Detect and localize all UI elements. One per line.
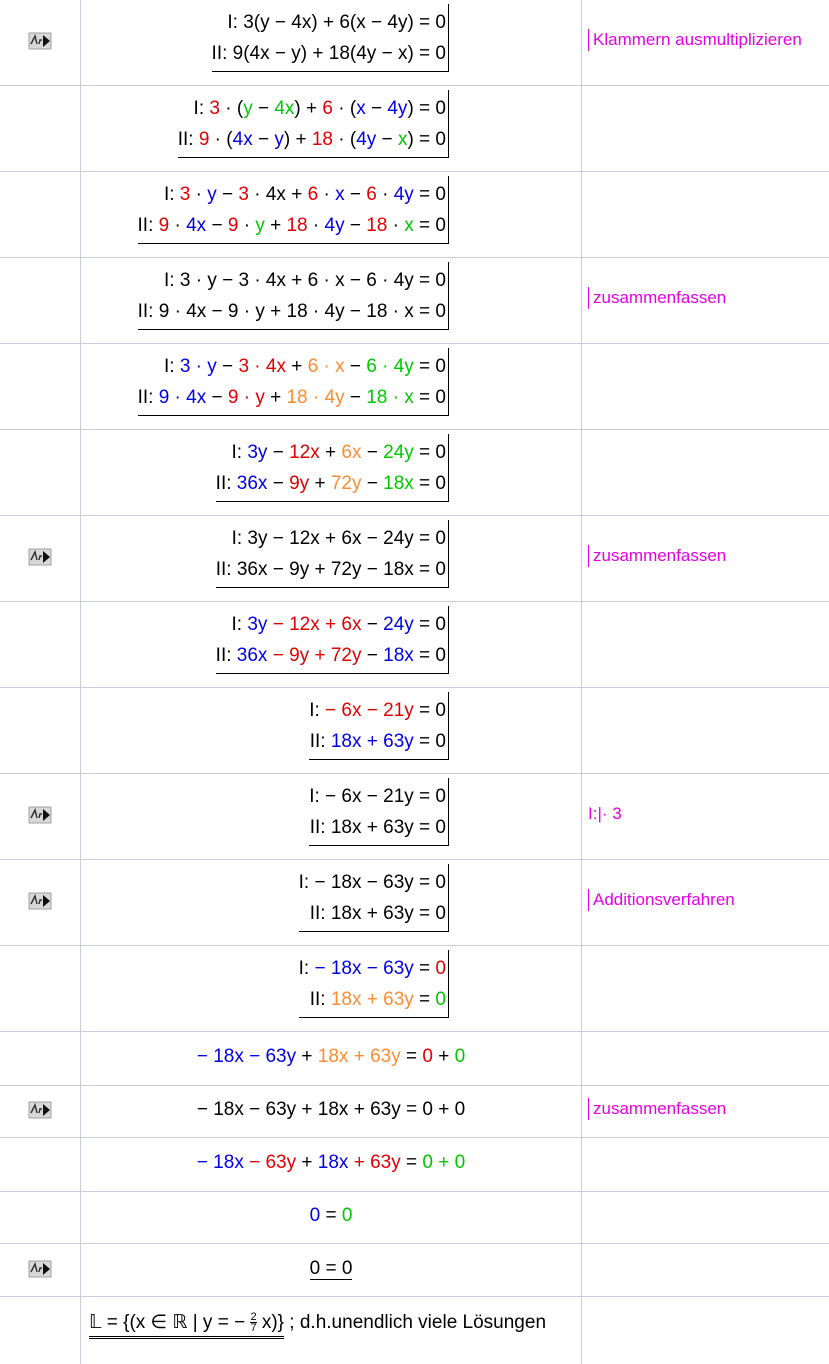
math-term: 12x xyxy=(289,614,320,635)
math-term: − xyxy=(344,184,367,205)
evaluate-icon[interactable] xyxy=(28,547,52,567)
math-term: · xyxy=(376,184,394,205)
math-term: 18x + 63y xyxy=(317,1046,401,1067)
worksheet-row-result xyxy=(0,1297,829,1364)
math-term: 4x xyxy=(186,215,207,236)
math-term: x xyxy=(335,184,345,205)
math-term: 6x xyxy=(341,614,362,635)
math-term: I: xyxy=(231,442,248,463)
math-term: 36x xyxy=(236,473,268,494)
worksheet-row xyxy=(0,258,829,344)
icon-cell xyxy=(0,1032,80,1085)
math-term: ) = 0 xyxy=(407,129,446,150)
math-term: II: xyxy=(137,215,159,236)
equation-line-2 xyxy=(216,554,446,585)
math-term: y xyxy=(274,129,284,150)
icon-cell xyxy=(0,688,80,773)
math-term: · xyxy=(238,215,256,236)
math-term: 6 xyxy=(366,184,377,205)
math-term: − xyxy=(344,215,367,236)
icon-cell xyxy=(0,602,80,687)
math-term: 24y xyxy=(383,614,414,635)
worksheet-row xyxy=(0,0,829,86)
solution-note: ; d.h.unendlich viele Lösungen xyxy=(284,1312,547,1333)
equation-single xyxy=(81,1046,581,1068)
math-term: 63y xyxy=(265,1152,297,1173)
equation-line-2 xyxy=(216,640,446,671)
math-term: − xyxy=(267,442,290,463)
math-term: 18 xyxy=(286,215,308,236)
math-term: I: xyxy=(193,98,210,119)
icon-cell xyxy=(0,1244,80,1296)
math-term: 18x + 63y xyxy=(330,731,414,752)
math-term: 18x xyxy=(317,1152,349,1173)
math-term: − xyxy=(267,614,290,635)
math-term: = 0 xyxy=(413,731,446,752)
evaluate-icon[interactable] xyxy=(28,1259,52,1279)
solution-set-end: x)} xyxy=(256,1312,285,1333)
math-term: − xyxy=(361,614,384,635)
comment-cell xyxy=(582,1297,829,1364)
math-term: + xyxy=(309,473,331,494)
math-term: − xyxy=(206,387,228,408)
equation-system xyxy=(138,348,449,416)
math-term: ) + xyxy=(294,98,323,119)
math-term: II: xyxy=(309,989,331,1010)
math-term: 6 xyxy=(322,98,333,119)
worksheet-row xyxy=(0,86,829,172)
math-term: − xyxy=(361,442,384,463)
math-term: − xyxy=(344,387,367,408)
equation-system xyxy=(309,778,449,846)
math-term: 9 xyxy=(158,215,170,236)
math-term: · ( xyxy=(209,129,233,150)
math-term: y xyxy=(255,215,265,236)
comment-cell xyxy=(582,1032,829,1085)
equation-line-1 xyxy=(216,523,446,554)
comment-cell xyxy=(582,1192,829,1243)
math-term: = 0 xyxy=(413,645,446,666)
math-term: I: − 6x − 21y = 0 xyxy=(309,786,446,807)
math-term: − xyxy=(361,473,384,494)
math-term: − 6x − 21y xyxy=(325,700,414,721)
equation-system xyxy=(178,90,449,158)
math-term: 4y xyxy=(324,215,345,236)
math-term: = 0 xyxy=(413,442,446,463)
math-term: − 18x − 63y xyxy=(196,1046,297,1067)
equation-line-1 xyxy=(212,7,446,38)
math-term: 0 xyxy=(341,1205,353,1226)
math-cell xyxy=(81,602,581,687)
step-comment: zusammenfassen xyxy=(588,1098,726,1120)
math-cell xyxy=(81,430,581,515)
evaluate-icon[interactable] xyxy=(28,891,52,911)
math-cell xyxy=(81,1244,581,1296)
math-term: 0 = 0 xyxy=(309,1257,353,1279)
comment-cell xyxy=(582,774,829,859)
math-term: I: 3(y − 4x) + 6(x − 4y) = 0 xyxy=(227,12,446,33)
step-comment: zusammenfassen xyxy=(588,545,726,567)
math-term: I: xyxy=(309,700,326,721)
math-term: 18 · x xyxy=(366,387,414,408)
equation-line-2 xyxy=(216,468,446,499)
math-cell xyxy=(81,344,581,429)
math-term: + xyxy=(348,1152,371,1173)
math-term: − 18x − 63y + 18x + 63y = 0 + 0 xyxy=(196,1099,466,1120)
math-term: 6x xyxy=(341,442,362,463)
solution-set xyxy=(89,1312,284,1339)
icon-cell xyxy=(0,0,80,85)
math-term: − 18x − 63y xyxy=(314,958,414,979)
math-term: II: xyxy=(215,645,237,666)
worksheet-row xyxy=(0,516,829,602)
math-cell xyxy=(81,1086,581,1137)
step-comment: zusammenfassen xyxy=(588,287,726,309)
equation-line-2 xyxy=(212,38,446,69)
math-term: − xyxy=(216,184,239,205)
math-cell xyxy=(81,258,581,343)
worksheet-row xyxy=(0,1244,829,1297)
comment-cell xyxy=(582,1244,829,1296)
equation-line-2 xyxy=(309,726,446,757)
icon-cell xyxy=(0,258,80,343)
math-term: II: 36x − 9y + 72y − 18x = 0 xyxy=(215,559,446,580)
comment-cell xyxy=(582,688,829,773)
worksheet-row xyxy=(0,344,829,430)
math-term: − xyxy=(267,645,290,666)
math-term: 4y xyxy=(393,184,414,205)
math-term: x xyxy=(404,215,414,236)
worksheet-row xyxy=(0,172,829,258)
math-term: − xyxy=(206,215,228,236)
equation-system xyxy=(212,4,449,72)
equation-system xyxy=(216,606,449,674)
math-term: I: xyxy=(163,356,180,377)
equation-single xyxy=(81,1258,581,1280)
math-term: − xyxy=(243,1152,266,1173)
worksheet-row xyxy=(0,1086,829,1138)
step-comment: I:|· 3 xyxy=(588,804,622,823)
math-term: 63y xyxy=(370,1152,401,1173)
math-cell xyxy=(81,946,581,1031)
worksheet-row xyxy=(0,774,829,860)
fraction-denominator: 7 xyxy=(250,1322,257,1335)
math-term: II: 9 · 4x − 9 · y + 18 · 4y − 18 · x = 0 xyxy=(137,301,446,322)
math-cell xyxy=(81,1192,581,1243)
comment-cell xyxy=(582,344,829,429)
math-term: 0 xyxy=(309,1205,321,1226)
math-term: 4x xyxy=(274,98,295,119)
icon-cell xyxy=(0,860,80,945)
math-term: 24y xyxy=(383,442,414,463)
math-term: + xyxy=(432,1046,455,1067)
math-cell xyxy=(81,688,581,773)
equation-system xyxy=(216,520,449,588)
math-term: = 0 xyxy=(413,614,446,635)
math-term: 36x xyxy=(236,645,268,666)
comment-cell xyxy=(582,946,829,1031)
equation-single xyxy=(81,1099,581,1121)
evaluate-icon[interactable] xyxy=(28,31,52,51)
math-term: = xyxy=(413,958,436,979)
comment-cell xyxy=(582,430,829,515)
comment-cell xyxy=(582,0,829,85)
math-term: 6 · 4y xyxy=(366,356,414,377)
math-term: − xyxy=(252,98,275,119)
math-term: 18 · 4y xyxy=(286,387,345,408)
math-term: · xyxy=(387,215,405,236)
math-term: II: xyxy=(137,387,159,408)
equation-system xyxy=(216,434,449,502)
worksheet-row xyxy=(0,688,829,774)
math-term: · xyxy=(318,184,336,205)
math-term: 3y xyxy=(247,614,268,635)
math-term: · ( xyxy=(219,98,244,119)
math-term: 9 · 4x xyxy=(158,387,207,408)
math-term: II: 18x + 63y = 0 xyxy=(309,903,446,924)
math-term: 4x xyxy=(232,129,253,150)
math-term: 18 xyxy=(366,215,388,236)
comment-cell xyxy=(582,516,829,601)
math-term: x xyxy=(356,98,366,119)
math-term: 3 · 4x xyxy=(238,356,286,377)
math-term: 4y xyxy=(356,129,377,150)
math-term: 9 · y xyxy=(227,387,265,408)
math-term: II: 18x + 63y = 0 xyxy=(309,817,446,838)
comment-cell xyxy=(582,258,829,343)
math-term: = 0 xyxy=(413,473,446,494)
equation-line-2 xyxy=(309,812,446,843)
equation-system xyxy=(138,262,449,330)
math-term: x xyxy=(397,129,408,150)
math-term: = xyxy=(400,1046,423,1067)
math-cell xyxy=(81,0,581,85)
math-term: = 0 xyxy=(413,215,446,236)
icon-cell xyxy=(0,1138,80,1191)
math-term: = 0 xyxy=(413,387,446,408)
fraction-numerator: 2 xyxy=(250,1311,257,1324)
math-term: = 0 xyxy=(413,184,446,205)
equation-system xyxy=(299,950,449,1018)
equation-single xyxy=(81,1152,581,1174)
math-cell xyxy=(81,1297,581,1364)
math-term: 0 + 0 xyxy=(422,1152,466,1173)
math-term: + xyxy=(264,215,287,236)
equation-line-1 xyxy=(299,867,446,898)
math-cell xyxy=(81,172,581,257)
math-term: + xyxy=(296,1046,318,1067)
comment-cell xyxy=(582,1086,829,1137)
step-comment: Additionsverfahren xyxy=(588,889,735,911)
comment-cell xyxy=(582,602,829,687)
evaluate-icon[interactable] xyxy=(28,1100,52,1120)
math-term: − xyxy=(252,129,275,150)
math-term: − xyxy=(365,98,388,119)
math-term: = xyxy=(400,1152,423,1173)
worksheet-row xyxy=(0,602,829,688)
equation-line-1 xyxy=(309,781,446,812)
math-term: II: 9(4x − y) + 18(4y − x) = 0 xyxy=(211,43,446,64)
math-term: 12x xyxy=(289,442,320,463)
math-term: 6 xyxy=(307,184,319,205)
math-term: · xyxy=(169,215,187,236)
math-term: 6 · x xyxy=(307,356,345,377)
equation-line-1 xyxy=(299,953,446,984)
math-term: − xyxy=(267,473,290,494)
solution-statement xyxy=(89,1311,546,1334)
worksheet-row xyxy=(0,1032,829,1086)
icon-cell xyxy=(0,430,80,515)
math-term: 18x + 63y xyxy=(330,989,414,1010)
math-term: II: xyxy=(177,129,199,150)
icon-cell xyxy=(0,774,80,859)
equation-line-1 xyxy=(178,93,446,124)
math-term: 9y xyxy=(289,645,310,666)
icon-cell xyxy=(0,516,80,601)
math-term: · xyxy=(307,215,325,236)
math-term: 18x xyxy=(383,473,414,494)
math-term: I: xyxy=(163,184,180,205)
math-term: − 18x xyxy=(196,1152,244,1173)
comment-cell xyxy=(582,860,829,945)
math-term: · xyxy=(190,184,208,205)
worksheet-row xyxy=(0,1192,829,1244)
equation-line-1 xyxy=(138,351,446,382)
math-term: 9 xyxy=(227,215,239,236)
math-term: 9 xyxy=(198,129,210,150)
worksheet-row xyxy=(0,860,829,946)
icon-cell xyxy=(0,86,80,171)
math-term: + xyxy=(319,442,342,463)
math-term: I: 3y − 12x + 6x − 24y = 0 xyxy=(231,528,446,549)
math-term: 0 xyxy=(435,989,446,1010)
math-term: · 4x + xyxy=(248,184,308,205)
equation-line-2 xyxy=(299,984,446,1015)
math-term: + xyxy=(285,356,308,377)
worksheet-row xyxy=(0,946,829,1032)
equation-system xyxy=(299,864,449,932)
equation-single xyxy=(81,1205,581,1227)
math-term: II: xyxy=(215,473,237,494)
math-term: 0 xyxy=(435,958,446,979)
math-term: y xyxy=(207,184,217,205)
math-term: I: 3 · y − 3 · 4x + 6 · x − 6 · 4y = 0 xyxy=(164,270,446,291)
icon-cell xyxy=(0,1086,80,1137)
worksheet-row xyxy=(0,1138,829,1192)
math-cell xyxy=(81,860,581,945)
math-cell xyxy=(81,1138,581,1191)
math-term: 72y xyxy=(330,473,362,494)
equation-line-2 xyxy=(138,382,446,413)
math-term: I: xyxy=(231,614,248,635)
icon-cell xyxy=(0,172,80,257)
equation-line-2 xyxy=(178,124,446,155)
math-term: = xyxy=(320,1205,342,1226)
equation-line-2 xyxy=(299,898,446,929)
comment-cell xyxy=(582,172,829,257)
math-term: 0 xyxy=(454,1046,466,1067)
math-term: − xyxy=(361,645,384,666)
math-term: − xyxy=(216,356,239,377)
math-term: 3 xyxy=(238,184,249,205)
math-term: + xyxy=(264,387,287,408)
math-term: ) = 0 xyxy=(407,98,446,119)
math-term: = xyxy=(413,989,436,1010)
equation-line-1 xyxy=(138,265,446,296)
equation-line-2 xyxy=(138,296,446,327)
math-term: 18 xyxy=(311,129,333,150)
math-term: = 0 xyxy=(413,700,446,721)
math-cell xyxy=(81,1032,581,1085)
math-term: 3y xyxy=(247,442,268,463)
math-cell xyxy=(81,86,581,171)
equation-line-1 xyxy=(216,437,446,468)
worksheet-row xyxy=(0,430,829,516)
equation-system xyxy=(138,176,449,244)
math-term: 3 · y xyxy=(179,356,217,377)
math-term: 3 xyxy=(179,184,191,205)
math-term: 3 xyxy=(209,98,220,119)
math-term: II: xyxy=(309,731,331,752)
math-term: + xyxy=(309,645,331,666)
math-term: 72y xyxy=(330,645,362,666)
icon-cell xyxy=(0,946,80,1031)
math-term: 9y xyxy=(289,473,310,494)
math-term: I: − 18x − 63y = 0 xyxy=(298,872,446,893)
equation-line-1 xyxy=(138,179,446,210)
math-term: ) + xyxy=(283,129,312,150)
equation-line-1 xyxy=(216,609,446,640)
solution-set-start: 𝕃 = {(x ∈ ℝ | y = − xyxy=(89,1312,251,1333)
comment-cell xyxy=(582,1138,829,1191)
math-cell xyxy=(81,774,581,859)
evaluate-icon[interactable] xyxy=(28,805,52,825)
icon-cell xyxy=(0,1192,80,1243)
equation-system xyxy=(309,692,449,760)
step-comment: Klammern ausmultiplizieren xyxy=(588,29,802,51)
icon-cell xyxy=(0,344,80,429)
math-term: 4y xyxy=(387,98,408,119)
math-term: 0 xyxy=(422,1046,433,1067)
math-term: + xyxy=(296,1152,318,1173)
math-term: · ( xyxy=(332,98,357,119)
equation-line-2 xyxy=(138,210,446,241)
math-term: − xyxy=(344,356,367,377)
math-term: = 0 xyxy=(413,356,446,377)
math-term: y xyxy=(243,98,253,119)
math-term: 18x xyxy=(383,645,414,666)
math-term: − xyxy=(376,129,398,150)
equation-line-1 xyxy=(309,695,446,726)
math-cell xyxy=(81,516,581,601)
math-term: + xyxy=(319,614,342,635)
icon-cell xyxy=(0,1297,80,1364)
math-term: · ( xyxy=(332,129,357,150)
comment-cell xyxy=(582,86,829,171)
math-term: I: xyxy=(298,958,315,979)
